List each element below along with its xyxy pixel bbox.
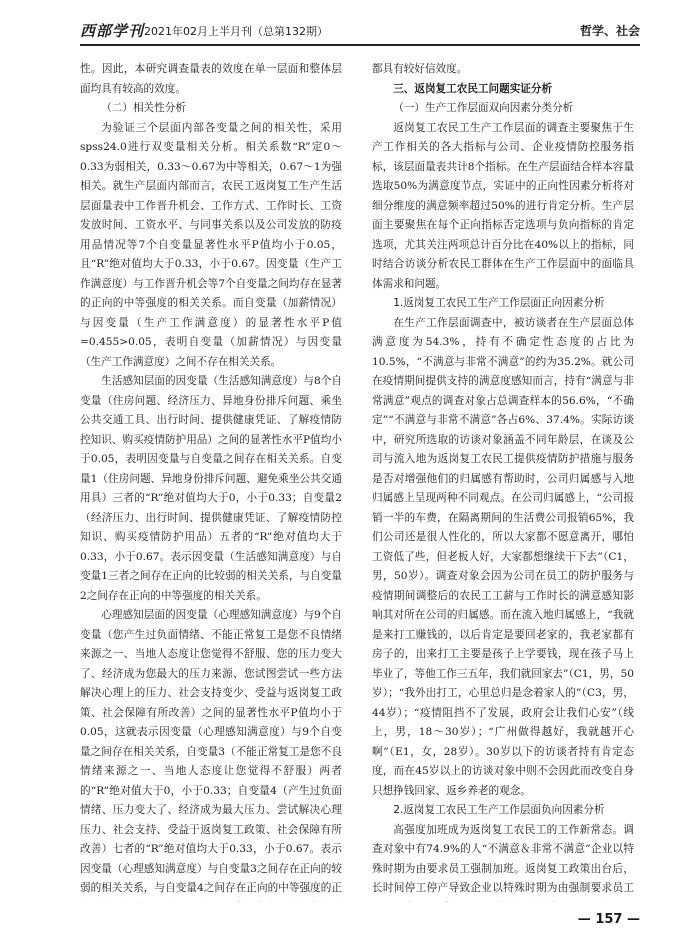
- section-heading: 三、返岗复工农民工问题实证分析: [393, 82, 553, 95]
- paragraph: 在生产工作层面调查中，被访谈者在生产层面总体满意度为54.3%，持有不确定性态度的占比为10.5%，“不满意与非常不满意”的约为35.2%。就公司在疫情期间提供支持的满意度感知而言，持有“满意与非常满意”观点的调查对象占总调查样本的56.6%，“不确定”“不满意与非常不满意”各占6%、37.4%。实际访谈中，研究所选取的访谈对象涵盖不同年龄层，在谈及公司与流入地为返岗复工农民工提供疫情防护措施与服务是否对增强他们的归属感有帮助时，公司归属感与入地归属感上呈现两种不同观点。在公司归属感上，“公司报销一半的车费，在隔离期间的生活费公司报销65%，我们公司还是很人性化的，所以大家都不愿意离开，哪怕工资低了些，但老板人好，大家都想继续干下去”（C1，男，50岁）。调查对象会因为公司在员工的防护服务与疫情期间调整后的农民工工薪与工作时长的满意感知影响其对所在公司的归属感。而在流入地归属感上，“我就是来打工赚钱的，以后肯定是要回老家的，我老家都有房子的，出来打工主要是孩子上学要钱，现在孩子马上毕业了，等他工作三五年，我们就回家去”（C1，男，50岁）；“我外出打工，心里总归是念着家人的”（C3，男，44岁）；“疫情阻挡不了发展，政府会让我们心安”（线上，男，18～30岁）；“广州做得越好，我就越开心啊”（E1，女，28岁）。30岁以下的访谈者持有肯定态度，而在45岁以上的访谈对象中则不会因此而改变自身只想挣钱回家、返乡养老的观念。: [372, 316, 634, 797]
- journal-logo: 西部学刊: [80, 22, 145, 40]
- page-number: — 157 —: [577, 912, 640, 927]
- item-heading: 1.返岗复工农民工生产工作层面正向因素分析: [393, 297, 605, 309]
- right-column: [372, 60, 634, 902]
- left-column: [80, 60, 342, 902]
- paragraph: 都具有较好信效度。: [372, 63, 468, 75]
- page-header: [80, 18, 640, 46]
- item-heading: 2.返岗复工农民工生产工作层面负向因素分析: [393, 804, 605, 816]
- paragraph: 返岗复工农民工生产工作层面的调查主要聚焦于生产工作相关的各大指标与公司、企业疫情防控服务指标，该层面量表共计8个指标。在生产层面结合样本容量选取50%为满意度节点，实证中的正向性因素分析将对细分维度的满意频率超过50%的进行肯定分析。生产层面主要聚焦在每个正向指标否定选项与负向指标的肯定选项，尤其关注两项总计百分比在40%以上的指标，同时结合访谈分析农民工群体在生产工作层面中的面临具体需求和问题。: [372, 121, 634, 290]
- paragraph: 心理感知层面的因变量（心理感知满意度）与9个自变量（您产生过负面情绪、不能正常复工是您不良情绪来源之一、当地人态度让您觉得不舒服、您的压力变大了、经济成为您最大的压力来源、您试图尝试一些方法解决心理上的压力、社会支持变少、受益与返岗复工政策、社会保障有所改善）之间的显著性水平P值均小于0.05，这就表示因变量（心理感知满意度）与9个自变量之间存在相关关系，自变量3（不能正常复工是您不良情绪来源之一、当地人态度让您觉得不舒服）两者的“R”绝对值大于0，小于0.33；自变量4（产生过负面情绪、压力变大了、经济成为最大压力、尝试解决心理压力、社会支持、受益于返岗复工政策、社会保障有所改善）七者的“R”绝对值均大于0.33，小于0.67。表示因变量（心理感知满意度）与自变量3之间存在正向的较弱的相关关系，与自变量4之间存在正向的中等强度的正: [80, 609, 342, 894]
- paragraph: 性。因此，本研究调查量表的效度在单一层面和整体层面均具有较高的效度。: [80, 63, 342, 95]
- subsection-heading: （二）相关性分析: [101, 102, 186, 114]
- journal-issue: 2021年02月上半月刊（总第132期）: [144, 25, 328, 38]
- paragraph: 高强度加班成为返岗复工农民工的工作新常态。调查对象中有74.9%的人“不满意＆非常不满意”企业以特殊时期为由要求员工强制加班。返岗复工政策出台后，长时间停工停产导致企业以特殊时期为由强制要求员工: [372, 823, 634, 894]
- paragraph: 为验证三个层面内部各变量之间的相关性，采用spss24.0进行双变量相关分析。相关系数“R”定0～0.33为弱相关，0.33～0.67为中等相关，0.67～1为强相关。就生产层面内部而言，农民工返岗复工生产生活层面量表中工作晋升机会、工作方式、工作时长、工资发放时间、工资水平、与同事关系以及公司发放的防疫用品情况等7个自变量显著性水平P值均小于0.05，且“R”绝对值均大于0.33，小于0.67。因变量（生产工作满意度）与工作晋升机会等7个自变量之间均存在显著的正向的中等强度的相关关系。而自变量（加薪情况）与因变量（生产工作满意度）的显著性水平P值=0.455>0.05，表明自变量（加薪情况）与因变量（生产工作满意度）之间不存在相关关系。: [80, 121, 342, 368]
- subsection-heading: （一）生产工作层面双向因素分类分析: [393, 102, 574, 114]
- section-tag: 哲学、社会: [579, 24, 640, 38]
- paragraph: 生活感知层面的因变量（生活感知满意度）与8个自变量（住房问题、经济压力、异地身份排斥问题、乘坐公共交通工具、出行时间、提供健康凭证、了解疫情防控知识、购买疫情防护用品）之间的显著性水平P值均小于0.05，表明因变量与自变量之间存在相关关系。自变量1（住房问题、异地身份排斥问题、避免乘坐公共交通用具）三者的“R”绝对值均大于0，小于0.33；自变量2（经济压力、出行时间、提供健康凭证、了解疫情防控知识、购买疫情防护用品）五者的“R”绝对值均大于0.33，小于0.67。表示因变量（生活感知满意度）与自变量1三者之间存在正向的比较弱的相关关系，与自变量2之间存在正向的中等强度的相关关系。: [80, 375, 342, 602]
